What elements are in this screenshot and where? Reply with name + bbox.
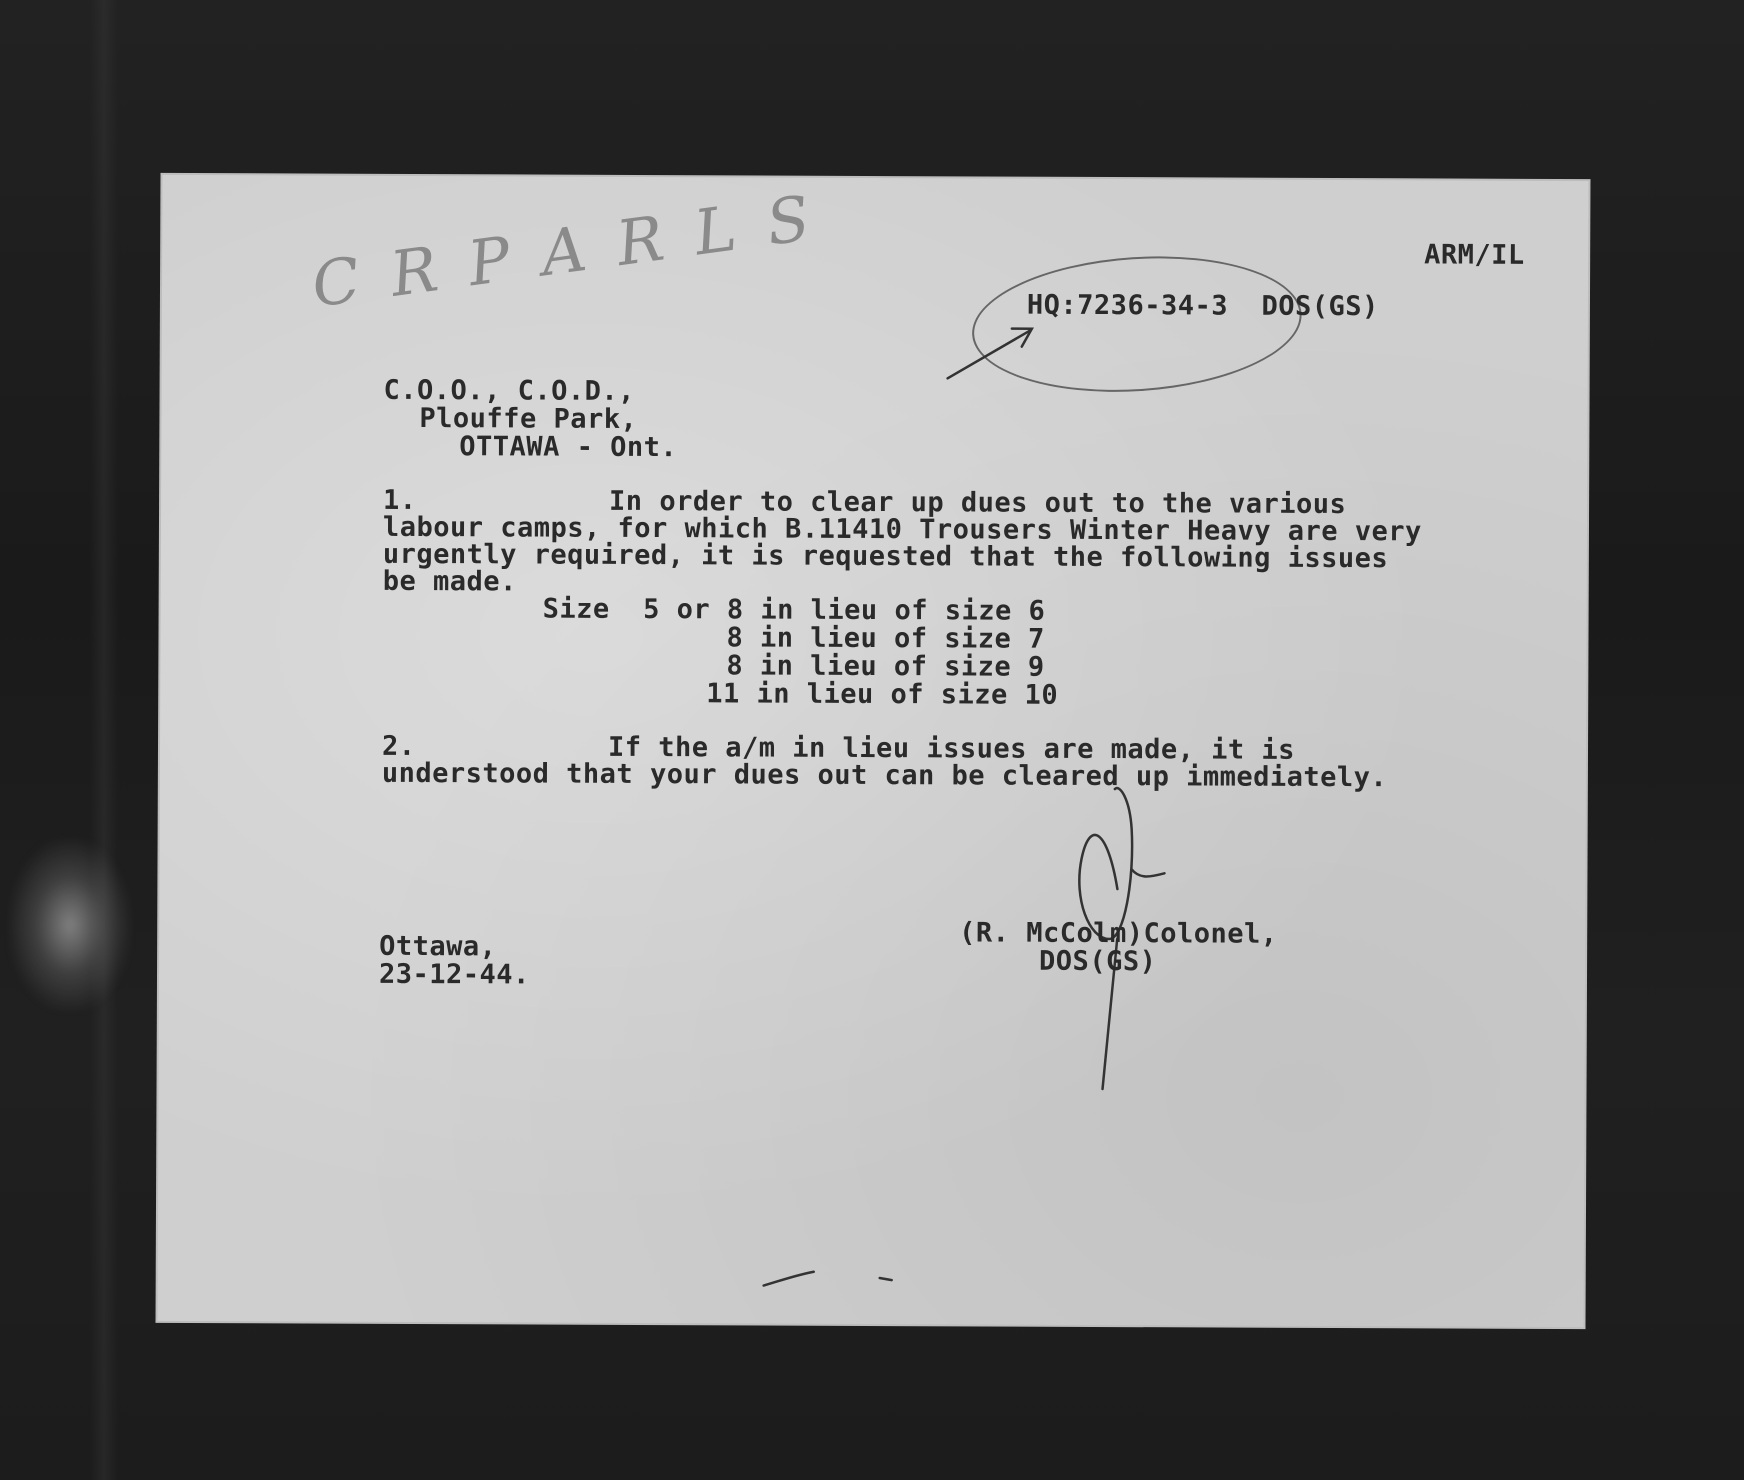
file-code: ARM/IL: [1424, 239, 1525, 271]
date: 23-12-44.: [378, 958, 530, 991]
para-1-line-2: labour camps, for which B.11410 Trousers Winter Heavy are very: [382, 511, 1422, 548]
addressee-line-2: Plouffe Park,: [419, 403, 638, 435]
addressee-line-3: OTTAWA - Ont.: [459, 431, 678, 464]
film-edge-strip: [90, 0, 118, 1480]
para-2-line-2: understood that your dues out can be cleared up immediately.: [381, 757, 1388, 794]
size-row-3: 8 in lieu of size 9: [726, 650, 1045, 683]
para-1-line-3: urgently required, it is requested that the following issues: [382, 538, 1389, 575]
addressee-line-1: C.O.O., C.O.D.,: [383, 374, 635, 407]
para-2-line-1: If the a/m in lieu issues are made, it is: [607, 731, 1296, 766]
para-2-number: 2.: [381, 730, 416, 763]
signature-name: (R. McColm)Colonel,: [959, 917, 1278, 950]
size-row-4: 11 in lieu of size 10: [706, 678, 1059, 711]
para-1-line-1: In order to clear up dues out to the various: [609, 485, 1347, 521]
reference-number: HQ:7236-34-3 DOS(GS): [1026, 289, 1379, 323]
film-glare: [10, 840, 130, 1010]
handwritten-note: C R P A R L S: [307, 180, 820, 322]
para-1-number: 1.: [383, 484, 417, 517]
size-row-1: Size 5 or 8 in lieu of size 6: [542, 593, 1046, 627]
place: Ottawa,: [379, 930, 497, 963]
size-row-2: 8 in lieu of size 7: [726, 622, 1045, 655]
para-1-line-4: be made.: [382, 565, 517, 598]
signature-title: DOS(GS): [1039, 945, 1157, 978]
document-page: [158, 175, 1589, 1327]
